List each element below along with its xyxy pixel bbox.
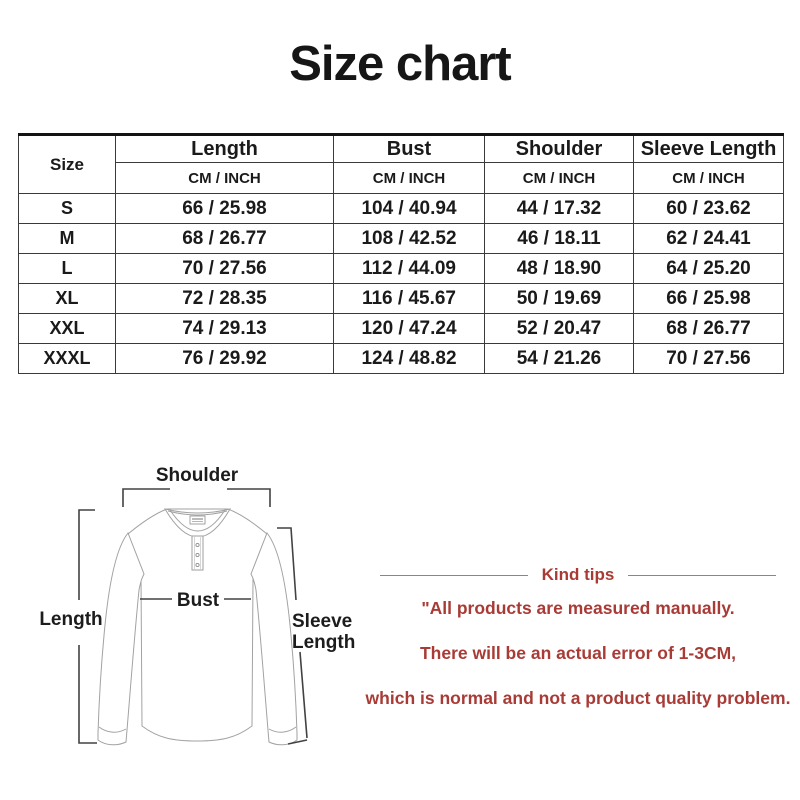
sleeve-cell: 68 / 26.77 — [634, 314, 784, 344]
unit-cell: CM / INCH — [485, 163, 634, 194]
sleeve-cell: 66 / 25.98 — [634, 284, 784, 314]
shirt-right-sleeve — [251, 533, 297, 745]
length-cell: 76 / 29.92 — [116, 344, 334, 374]
kind-tips-block — [358, 565, 798, 708]
kind-tips-title: Kind tips — [541, 565, 615, 584]
size-cell: S — [19, 194, 116, 224]
length-cell: 66 / 25.98 — [116, 194, 334, 224]
bust-cell: 108 / 42.52 — [334, 224, 485, 254]
shoulder-cell: 44 / 17.32 — [485, 194, 634, 224]
sleeve-cell: 70 / 27.56 — [634, 344, 784, 374]
bust-cell: 116 / 45.67 — [334, 284, 485, 314]
size-cell: XL — [19, 284, 116, 314]
tip-line-2: There will be an actual error of 1-3CM, — [419, 643, 737, 663]
size-chart-table — [18, 133, 784, 374]
col-header-sleeve-length: Sleeve Length — [634, 135, 784, 163]
sleeve-length-label-line1: Sleeve — [292, 611, 353, 632]
header-row — [19, 135, 784, 163]
bust-cell: 120 / 47.24 — [334, 314, 485, 344]
unit-cell: CM / INCH — [334, 163, 485, 194]
bust-cell: 112 / 44.09 — [334, 254, 485, 284]
kind-tips-heading — [358, 565, 798, 585]
shoulder-cell: 48 / 18.90 — [485, 254, 634, 284]
divider-line-right — [628, 575, 776, 576]
bust-cell: 124 / 48.82 — [334, 344, 485, 374]
length-cell: 68 / 26.77 — [116, 224, 334, 254]
col-header-length: Length — [116, 135, 334, 163]
bust-cell: 104 / 40.94 — [334, 194, 485, 224]
shoulder-cell: 52 / 20.47 — [485, 314, 634, 344]
tip-line-1: "All products are measured manually. — [421, 598, 735, 618]
sleeve-length-label-line2: Length — [292, 632, 356, 653]
length-cell: 72 / 28.35 — [116, 284, 334, 314]
bust-label: Bust — [176, 590, 220, 611]
table-row-xxl — [19, 314, 784, 344]
col-header-shoulder: Shoulder — [485, 135, 634, 163]
size-cell: XXXL — [19, 344, 116, 374]
shoulder-cell: 50 / 19.69 — [485, 284, 634, 314]
col-header-bust: Bust — [334, 135, 485, 163]
sleeve-cell: 64 / 25.20 — [634, 254, 784, 284]
table-row-s — [19, 194, 784, 224]
unit-cell: CM / INCH — [634, 163, 784, 194]
shoulder-cell: 46 / 18.11 — [485, 224, 634, 254]
tip-line-3: which is normal and not a product quality problem. — [365, 688, 791, 708]
length-cell: 74 / 29.13 — [116, 314, 334, 344]
sleeve-cell: 62 / 24.41 — [634, 224, 784, 254]
shirt-left-sleeve — [98, 533, 144, 745]
shoulder-cell: 54 / 21.26 — [485, 344, 634, 374]
size-cell: L — [19, 254, 116, 284]
sleeve-cell: 60 / 23.62 — [634, 194, 784, 224]
table-row-m — [19, 224, 784, 254]
page-title: Size chart — [289, 37, 511, 91]
table-row-xl — [19, 284, 784, 314]
size-cell: XXL — [19, 314, 116, 344]
shoulder-label: Shoulder — [155, 465, 239, 486]
length-label: Length — [39, 609, 103, 630]
table-row-l — [19, 254, 784, 284]
length-cell: 70 / 27.56 — [116, 254, 334, 284]
divider-line-left — [380, 575, 528, 576]
shirt-measurement-diagram — [30, 440, 370, 780]
neck-tag — [190, 516, 205, 524]
unit-cell: CM / INCH — [116, 163, 334, 194]
unit-row — [19, 163, 784, 194]
table-row-xxxl — [19, 344, 784, 374]
col-header-size: Size — [19, 135, 116, 194]
size-cell: M — [19, 224, 116, 254]
shoulder-bracket — [123, 489, 270, 507]
